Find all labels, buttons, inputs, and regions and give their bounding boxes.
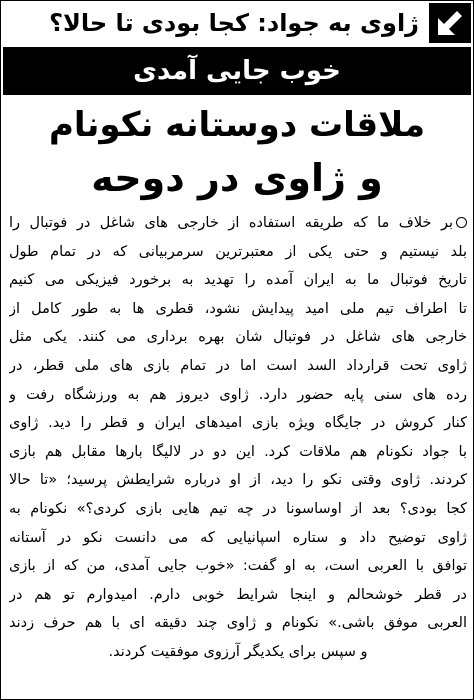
body-line: توافق با العربی است، به او گفت: «خوب جایی آمدی، من که از بازی <box>9 558 467 575</box>
kicker-row <box>3 3 471 43</box>
body-line: العربی موفق باشی.» نکونام و ژاوی چند دقیقه ای با هم حرف زدند <box>9 615 467 632</box>
body-line: تا اطراف تیم ملی امید پیدایش نشود، قطری ها به طور کامل از <box>9 300 467 317</box>
subtitle-banner: خوب جایی آمدی <box>3 47 471 95</box>
body-line: کجا بودی؟ بعد از اوساسونا در چه تیم هایی بازی کردی؟» نکونام به <box>9 500 467 517</box>
body-line: تاریخ فوتبال ما به ایران آمده را تهدید به برخورد فیزیکی می کنیم <box>9 272 467 289</box>
kicker-title: ژاوی به جواد: کجا بودی تا حالا؟ <box>49 9 419 37</box>
body-line: با جواد نکونام هم ملاقات کرد. این دو در لالیگا بارها مقابل هم بازی <box>9 443 467 460</box>
body-line: در قطر خوشحالم و اینجا شرایط خوبی دارم. امیدوارم تو هم در <box>9 586 467 603</box>
arrow-down-left-icon <box>429 3 471 43</box>
arrow-down-left-icon-glyph <box>435 8 465 38</box>
body-line: کنار کروش در جایگاه ویژه بازی امیدهای ایران و قطر را دید. ژاوی <box>9 415 467 432</box>
body-line: ژاوی توضیح داد و ستاره اسپانیایی که می دانست نکو در آستانه <box>9 529 467 546</box>
circle-bullet-icon <box>456 217 467 228</box>
article-body <box>9 209 467 697</box>
body-line: ژاوی تحت قرارداد السد است اما در تمام بازی های ملی قطر، در <box>9 357 467 374</box>
headline-line-2: و ژاوی در دوحه <box>91 156 383 200</box>
body-line: رده های سنی پایه حضور دارد. ژاوی دیروز هم به ورزشگاه رفت و <box>9 386 467 403</box>
body-line: بلد نیستیم و حتی یکی از معتبرترین سرمربیانی که در تمام طول <box>9 243 467 260</box>
body-line <box>9 209 467 238</box>
body-line: کردند. ژاوی وقتی نکو را دید، از او درباره شرایطش پرسید؛ «تا حالا <box>9 472 467 489</box>
body-line: خارجی های شاغل در فوتبال شان بهره برداری می کنند. یکی مثل <box>9 329 467 346</box>
body-line: و سپس برای یکدیگر آرزوی موفقیت کردند. <box>108 643 368 660</box>
headline-line-1: ملاقات دوستانه نکونام <box>48 105 426 145</box>
body-line-text: بر خلاف ما که طریقه استفاده از خارجی های شاغل در فوتبال را <box>9 215 453 231</box>
